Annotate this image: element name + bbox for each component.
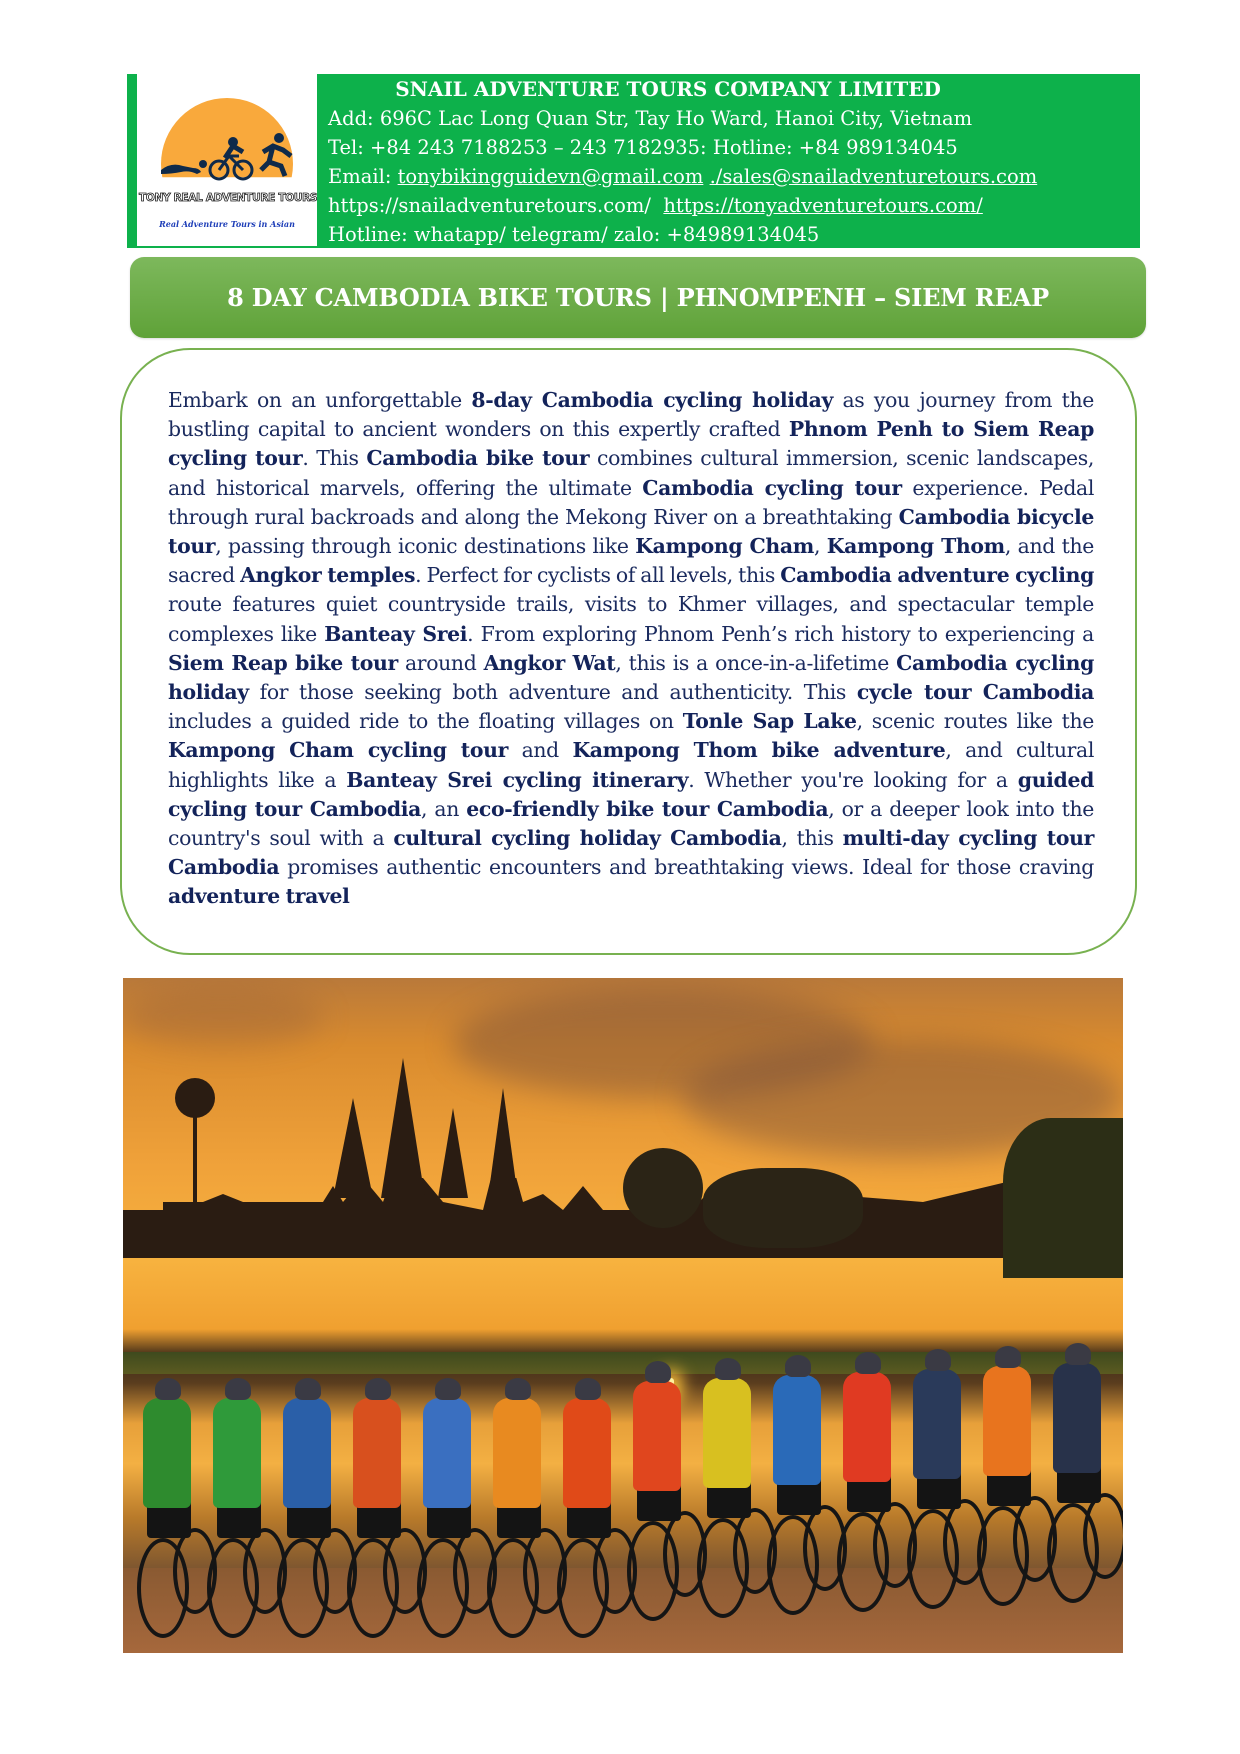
description-fragment: around bbox=[397, 650, 484, 675]
cyclist-rider bbox=[423, 1398, 471, 1508]
cyclist-helmet bbox=[225, 1378, 251, 1400]
keyword-highlight: Cambodia bike tour bbox=[366, 446, 590, 471]
description-fragment: , this bbox=[781, 826, 843, 851]
cyclist-helmet bbox=[575, 1378, 601, 1400]
keyword-highlight: Banteay Srei bbox=[324, 621, 468, 646]
website-separator bbox=[651, 194, 663, 217]
triathlon-swim-bike-run-icon bbox=[159, 132, 299, 182]
keyword-highlight: Kampong Cham bbox=[635, 534, 814, 559]
description-fragment: route features quiet countryside trails, visits to Khmer villages, and spectacular temple complexes like bbox=[168, 592, 1094, 646]
email-label: Email: bbox=[328, 165, 398, 188]
keyword-highlight: Kampong Thom bike adventure bbox=[572, 738, 946, 763]
cyclist-helmet bbox=[365, 1378, 391, 1400]
description-fragment: . From exploring Phnom Penh’s rich history to experiencing a bbox=[467, 621, 1094, 646]
cyclist-helmet bbox=[855, 1352, 881, 1374]
description-fragment: as you journey from the bustling capital to ancient wonders on this expertly crafted bbox=[168, 388, 1094, 442]
cyclist-helmet bbox=[645, 1361, 671, 1383]
cyclist-helmet bbox=[295, 1378, 321, 1400]
cyclist-helmet bbox=[155, 1378, 181, 1400]
cyclist-rider bbox=[703, 1378, 751, 1488]
email-link-tonybikingguide[interactable]: tonybikingguidevn@gmail.com bbox=[397, 165, 704, 188]
keyword-highlight: multi-day cycling tour Cambodia bbox=[168, 826, 1094, 880]
description-fragment: and bbox=[508, 738, 573, 763]
keyword-highlight: 8-day Cambodia cycling holiday bbox=[471, 388, 833, 412]
keyword-highlight: Cambodia cycling holiday bbox=[168, 650, 1094, 705]
description-fragment: , an bbox=[421, 796, 467, 821]
description-fragment: . Whether you're looking for a bbox=[688, 767, 1018, 792]
cyclist-rider bbox=[773, 1375, 821, 1485]
description-fragment: , bbox=[813, 534, 827, 559]
logo-tagline: Real Adventure Tours in Asian bbox=[159, 219, 295, 229]
keyword-highlight: Cambodia cycling tour bbox=[642, 475, 902, 500]
description-fragment: experience. Pedal through rural backroads and along the Mekong River on a breathtaking bbox=[168, 475, 1095, 529]
telephone: Tel: +84 243 7188253 – 243 7182935: Hotline: +84 989134045 bbox=[328, 136, 958, 159]
website-snailadventuretours[interactable]: https://snailadventuretours.com/ bbox=[328, 194, 651, 217]
email-line bbox=[328, 162, 1128, 191]
website-link-tonyadventuretours[interactable]: https://tonyadventuretours.com/ bbox=[663, 194, 983, 217]
description-fragment: combines cultural immersion, scenic landscapes, and historical marvels, offering the ultimate bbox=[168, 446, 1094, 500]
cyclist-helmet bbox=[505, 1378, 531, 1400]
tour-description-text bbox=[168, 386, 1094, 912]
keyword-highlight: guided cycling tour Cambodia bbox=[168, 767, 1094, 821]
keyword-highlight: eco-friendly bike tour Cambodia bbox=[466, 796, 829, 821]
description-fragment: , and cultural highlights like a bbox=[168, 738, 1094, 792]
cyclist-rider bbox=[563, 1398, 611, 1508]
keyword-highlight: cycle tour Cambodia bbox=[856, 680, 1094, 705]
contact-info bbox=[328, 74, 1128, 249]
keyword-highlight: Kampong Thom bbox=[826, 534, 1005, 559]
description-fragment: Embark on an unforgettable bbox=[168, 388, 472, 412]
keyword-highlight: Cambodia adventure cycling bbox=[780, 563, 1094, 588]
keyword-highlight: Tonle Sap Lake bbox=[682, 709, 857, 734]
keyword-highlight: Kampong Cham cycling tour bbox=[168, 738, 508, 763]
company-name: SNAIL ADVENTURE TOURS COMPANY LIMITED bbox=[395, 77, 941, 101]
logo-title: TONY REAL ADVENTURE TOURS bbox=[139, 192, 317, 204]
description-fragment: . This bbox=[302, 446, 367, 471]
email-link-sales[interactable]: ./sales@snailadventuretours.com bbox=[709, 165, 1038, 188]
cyclist-rider bbox=[1053, 1363, 1101, 1473]
cyclist-rider bbox=[493, 1398, 541, 1508]
cyclist-helmet bbox=[715, 1358, 741, 1380]
tour-title: 8 DAY CAMBODIA BIKE TOURS | PHNOMPENH – SIEM REAP bbox=[227, 283, 1049, 312]
cyclist-helmet bbox=[995, 1346, 1021, 1368]
keyword-highlight: Phnom Penh to Siem Reap cycling tour bbox=[168, 417, 1094, 471]
cyclist-helmet bbox=[1065, 1343, 1091, 1365]
description-fragment: , scenic routes like the bbox=[856, 709, 1094, 734]
description-fragment: for those seeking both adventure and authenticity. This bbox=[248, 680, 857, 705]
cyclist-helmet bbox=[785, 1355, 811, 1377]
description-fragment: . Perfect for cyclists of all levels, this bbox=[415, 563, 781, 588]
keyword-highlight: Angkor temples bbox=[240, 563, 416, 588]
hotline: Hotline: whatapp/ telegram/ zalo: +84989134045 bbox=[328, 223, 820, 246]
cyclist-rider bbox=[283, 1398, 331, 1508]
keyword-highlight: Banteay Srei cycling itinerary bbox=[346, 767, 689, 792]
tour-photo-angkor-wat-cyclists bbox=[123, 978, 1123, 1653]
company-logo bbox=[137, 74, 317, 246]
cyclist-rider bbox=[213, 1398, 261, 1508]
keyword-highlight: adventure travel bbox=[168, 884, 350, 909]
cyclist-rider bbox=[143, 1398, 191, 1508]
cyclist-rider bbox=[633, 1381, 681, 1491]
description-fragment: promises authentic encounters and breathtaking views. Ideal for those craving bbox=[279, 855, 1094, 880]
description-fragment: , this is a once-in-a-lifetime bbox=[615, 650, 897, 675]
websites-line bbox=[328, 191, 1128, 220]
cyclist-rider bbox=[353, 1398, 401, 1508]
description-fragment: , and the sacred bbox=[168, 534, 1094, 588]
description-fragment: includes a guided ride to the floating villages on bbox=[168, 709, 683, 734]
company-header bbox=[127, 74, 1140, 248]
cyclist-rider bbox=[843, 1372, 891, 1482]
description-fragment: , or a deeper look into the country's soul with a bbox=[168, 796, 1095, 851]
cyclist-rider bbox=[983, 1366, 1031, 1476]
cyclist-wheel bbox=[1083, 1493, 1123, 1579]
address: Add: 696C Lac Long Quan Str, Tay Ho Ward, Hanoi City, Vietnam bbox=[328, 107, 973, 130]
tour-title-banner bbox=[130, 257, 1146, 338]
cyclist-rider bbox=[913, 1369, 961, 1479]
tour-description-box bbox=[120, 348, 1137, 955]
cyclist-helmet bbox=[925, 1349, 951, 1371]
keyword-highlight: cultural cycling holiday Cambodia bbox=[393, 826, 782, 851]
keyword-highlight: Angkor Wat bbox=[483, 650, 616, 675]
keyword-highlight: Cambodia bicycle tour bbox=[168, 504, 1094, 559]
description-fragment: , passing through iconic destinations like bbox=[215, 534, 636, 559]
cyclist-helmet bbox=[435, 1378, 461, 1400]
keyword-highlight: Siem Reap bike tour bbox=[168, 650, 398, 675]
